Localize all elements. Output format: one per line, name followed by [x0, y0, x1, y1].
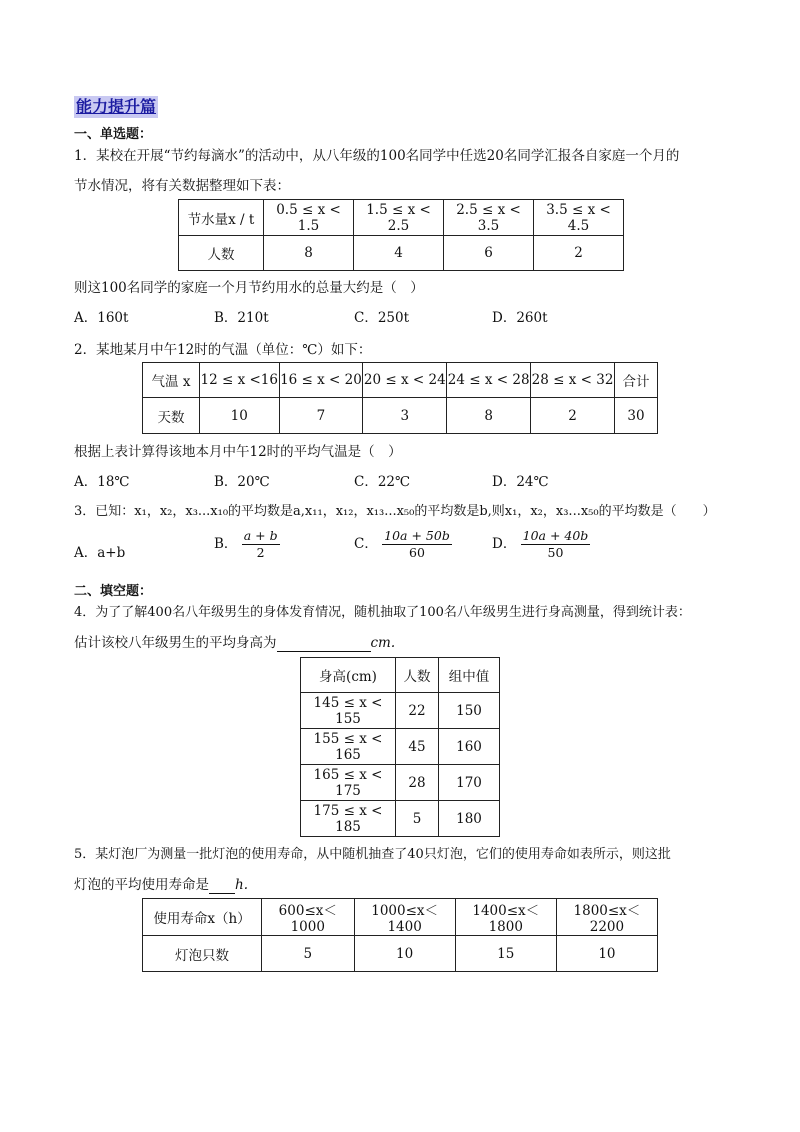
table-cell: 30 — [615, 398, 658, 434]
table-cell: 人数 — [179, 236, 264, 271]
table-row — [143, 899, 658, 936]
q1-question: 则这100名同学的家庭一个月节约用水的总量大约是（ ） — [74, 280, 424, 296]
table-cell: 28 — [396, 765, 439, 801]
fraction-numerator: 10a + 50b — [384, 528, 450, 543]
q3-option-c-fraction — [382, 528, 452, 561]
table-cell: 1000≤x＜1400 — [354, 899, 455, 936]
table-cell: 人数 — [396, 658, 439, 693]
table-row — [301, 729, 500, 765]
q3-option-d-label: D． — [492, 536, 517, 552]
q5-line1: 5．某灯泡厂为测量一批灯泡的使用寿命，从中随机抽查了40只灯泡，它们的使用寿命如表所示，则这批 — [74, 847, 671, 862]
table-cell: 16 ≤ x < 20 — [279, 363, 363, 398]
table-row — [179, 200, 624, 236]
fraction-numerator: 10a + 40b — [522, 528, 589, 543]
q1-option-c: C．250t — [354, 310, 410, 326]
table-cell: 2 — [531, 398, 615, 434]
table-cell: 20 ≤ x < 24 — [363, 363, 447, 398]
q1-option-d: D．260t — [492, 310, 548, 326]
table-cell: 165 ≤ x < 175 — [301, 765, 396, 801]
part1-heading: 一、单选题： — [74, 127, 153, 142]
q2-question: 根据上表计算得该地本月中午12时的平均气温是（ ） — [74, 444, 402, 460]
table-cell: 175 ≤ x < 185 — [301, 801, 396, 837]
table-row — [301, 693, 500, 729]
fraction-numerator: a + b — [243, 528, 278, 543]
table-cell: 45 — [396, 729, 439, 765]
table-row — [179, 236, 624, 271]
table-cell: 4 — [354, 236, 444, 271]
table-cell: 天数 — [143, 398, 200, 434]
q3-option-c-label: C． — [354, 536, 378, 552]
fraction-denominator: 2 — [256, 545, 265, 560]
answer-blank[interactable] — [209, 877, 235, 894]
table-cell: 155 ≤ x < 165 — [301, 729, 396, 765]
table-cell: 180 — [439, 801, 500, 837]
table-cell: 7 — [279, 398, 363, 434]
table-cell: 5 — [396, 801, 439, 837]
fraction-denominator: 60 — [409, 545, 425, 560]
table-cell: 气温 x — [143, 363, 200, 398]
table-cell: 1400≤x＜1800 — [455, 899, 556, 936]
table-cell: 10 — [556, 936, 657, 972]
table-cell: 28 ≤ x < 32 — [531, 363, 615, 398]
table-cell: 15 — [455, 936, 556, 972]
table-cell: 1800≤x＜2200 — [556, 899, 657, 936]
table-cell: 150 — [439, 693, 500, 729]
table-row — [301, 765, 500, 801]
answer-blank[interactable] — [277, 635, 371, 652]
q4-unit: cm. — [370, 635, 396, 651]
q2-option-b: B．20℃ — [214, 474, 270, 490]
table-cell: 10 — [200, 398, 280, 434]
table-row — [301, 801, 500, 837]
fraction-denominator: 50 — [547, 545, 564, 560]
table-cell: 10 — [354, 936, 455, 972]
table-cell: 24 ≤ x < 28 — [447, 363, 531, 398]
table-cell: 145 ≤ x < 155 — [301, 693, 396, 729]
table-cell: 组中值 — [439, 658, 500, 693]
table-cell: 合计 — [615, 363, 658, 398]
table-cell: 2.5 ≤ x < 3.5 — [444, 200, 534, 236]
q1-option-b: B．210t — [214, 310, 269, 326]
q4-table — [300, 657, 500, 837]
q4-line2 — [74, 631, 395, 652]
q3-option-a: A．a+b — [74, 545, 126, 561]
table-cell: 8 — [264, 236, 354, 271]
q3-option-b — [214, 528, 280, 561]
table-row — [301, 658, 500, 693]
q3-option-b-fraction — [242, 528, 280, 561]
q2-line1: 2．某地某月中午12时的气温（单位：℃）如下： — [74, 342, 372, 358]
q1-line1: 1．某校在开展“节约每滴水”的活动中，从八年级的100名同学中任选20名同学汇报各自家庭一个月的 — [74, 148, 680, 164]
table-cell: 170 — [439, 765, 500, 801]
table-cell: 160 — [439, 729, 500, 765]
part2-heading: 二、填空题： — [74, 584, 153, 599]
q3-option-d-fraction — [521, 528, 591, 561]
table-cell: 3.5 ≤ x < 4.5 — [534, 200, 624, 236]
q2-table — [142, 362, 658, 434]
table-cell: 3 — [363, 398, 447, 434]
q1-option-a: A．160t — [74, 310, 129, 326]
q5-line2 — [74, 873, 248, 894]
table-cell: 节水量x / t — [179, 200, 264, 236]
table-cell: 8 — [447, 398, 531, 434]
q2-option-c: C．22℃ — [354, 474, 411, 490]
q2-option-d: D．24℃ — [492, 474, 549, 490]
q3-option-c — [354, 528, 452, 561]
q5-line2-text: 灯泡的平均使用寿命是 — [74, 877, 209, 893]
table-cell: 22 — [396, 693, 439, 729]
q4-line2-text: 估计该校八年级男生的平均身高为 — [74, 635, 277, 651]
table-cell: 0.5 ≤ x < 1.5 — [264, 200, 354, 236]
q1-line2: 节水情况，将有关数据整理如下表： — [74, 178, 290, 194]
table-row — [143, 363, 658, 398]
table-cell: 6 — [444, 236, 534, 271]
table-cell: 身高(cm) — [301, 658, 396, 693]
q1-table — [178, 199, 624, 271]
table-cell: 灯泡只数 — [143, 936, 262, 972]
table-row — [143, 398, 658, 434]
table-cell: 1.5 ≤ x < 2.5 — [354, 200, 444, 236]
table-cell: 12 ≤ x <16 — [200, 363, 280, 398]
table-cell: 600≤x＜1000 — [262, 899, 355, 936]
table-cell: 使用寿命x（h） — [143, 899, 262, 936]
table-cell: 5 — [262, 936, 355, 972]
q5-table — [142, 898, 658, 972]
q3-option-d — [492, 528, 590, 561]
section-title: 能力提升篇 — [76, 97, 157, 116]
q3-line1: 3．已知：x₁，x₂，x₃...x₁₀的平均数是a,x₁₁，x₁₂，x₁₃...x₅₀的平均数是b,则x₁，x₂，x₃...x₅₀的平均数是（ ） — [74, 504, 716, 519]
q4-line1: 4．为了了解400名八年级男生的身体发育情况，随机抽取了100名八年级男生进行身高测量，得到统计表： — [74, 605, 691, 620]
q3-option-b-label: B． — [214, 536, 238, 552]
table-cell: 2 — [534, 236, 624, 271]
q5-unit: h. — [235, 877, 248, 893]
table-row — [143, 936, 658, 972]
q2-option-a: A．18℃ — [74, 474, 130, 490]
